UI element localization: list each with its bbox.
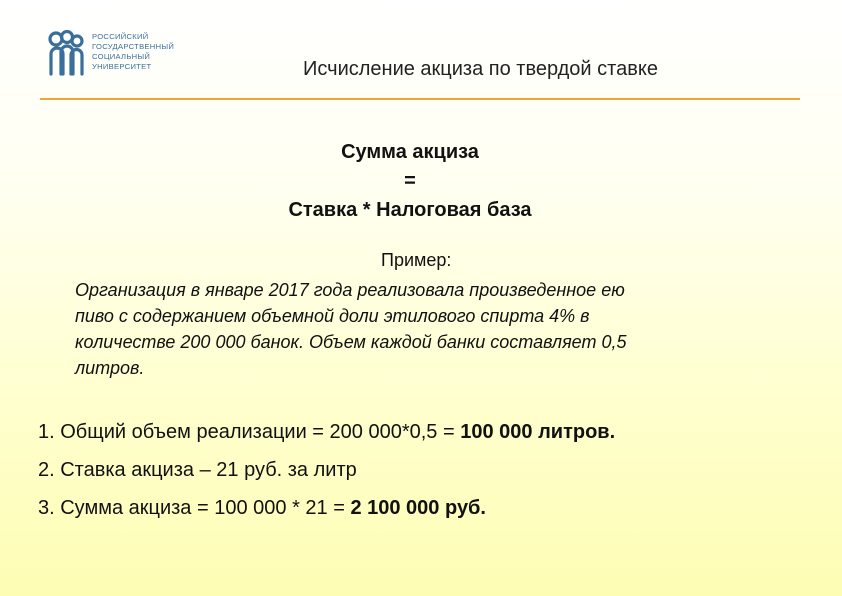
- formula-line-1: Сумма акциза: [341, 141, 479, 163]
- calculation-steps: [38, 420, 615, 534]
- logo-line-1: РОССИЙСКИЙ: [92, 32, 149, 41]
- step-text: 2. Ставка акциза – 21 руб. за литр: [38, 459, 357, 481]
- example-line: пиво с содержанием объемной доли этилового спирта 4% в: [75, 306, 590, 326]
- logo-text: [92, 32, 174, 72]
- example-line: количестве 200 000 банок. Объем каждой банки составляет 0,5: [75, 332, 627, 352]
- example-line: Организация в январе 2017 года реализовала произведенное ею: [75, 280, 625, 300]
- calculation-step-1: [38, 420, 615, 458]
- example-label: Пример:: [381, 250, 452, 270]
- calculation-step-3: [38, 496, 615, 534]
- calculation-step-2: [38, 458, 615, 496]
- step-result: 2 100 000 руб.: [350, 497, 486, 519]
- logo-line-2: ГОСУДАРСТВЕННЫЙ: [92, 42, 175, 51]
- formula-line-3: Ставка * Налоговая база: [288, 199, 532, 221]
- example-line: литров.: [75, 358, 145, 378]
- header-divider: [40, 98, 800, 100]
- logo-line-4: УНИВЕРСИТЕТ: [92, 62, 152, 71]
- example-text: [75, 277, 765, 381]
- formula-line-2: =: [404, 170, 416, 192]
- university-logo: [46, 30, 196, 80]
- excise-formula: [230, 138, 590, 225]
- step-result: 100 000 литров.: [460, 421, 616, 443]
- step-text: 3. Сумма акциза = 100 000 * 21 =: [38, 497, 351, 519]
- step-text: 1. Общий объем реализации = 200 000*0,5 =: [38, 421, 461, 443]
- logo-line-3: СОЦИАЛЬНЫЙ: [92, 52, 151, 61]
- slide-title: Исчисление акциза по твердой ставке: [303, 58, 658, 80]
- logo-people-icon: [46, 30, 86, 78]
